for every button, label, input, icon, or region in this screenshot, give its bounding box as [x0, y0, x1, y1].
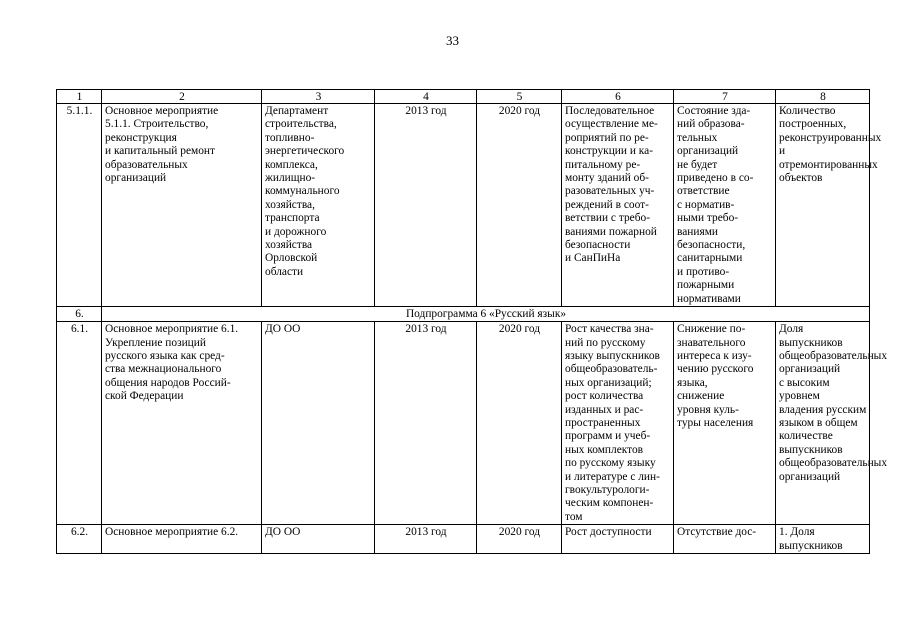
end-year-cell: 2020 год [477, 322, 562, 525]
end-year-cell: 2020 год [477, 525, 562, 554]
column-number: 7 [674, 90, 776, 104]
expected-result-cell: Последовательное осуществление ме- роприятий по ре- конструкции и ка- питальному ре- монту зданий об- разовательных уч- реждений в соот- ветствии с требо- ваниями пожарной безопасности и СанПиНа [562, 104, 674, 307]
executor-cell: ДО ОО [262, 322, 375, 525]
column-number: 2 [102, 90, 262, 104]
event-cell: Основное мероприятие 5.1.1. Строительство, реконструкция и капитальный ремонт образовательных организаций [102, 104, 262, 307]
consequences-cell: Отсутствие дос- [674, 525, 776, 554]
end-year-cell: 2020 год [477, 104, 562, 307]
subprogram-title: Подпрограмма 6 «Русский язык» [102, 307, 870, 322]
column-number: 5 [477, 90, 562, 104]
indicator-cell: 1. Доля выпускников [776, 525, 870, 554]
event-cell: Основное мероприятие 6.1. Укрепление позиций русского языка как сред- ства межнационального общения народов Россий- ской Федерации [102, 322, 262, 525]
column-number: 3 [262, 90, 375, 104]
table-row [57, 525, 870, 554]
start-year-cell: 2013 год [375, 104, 477, 307]
column-number: 1 [57, 90, 102, 104]
start-year-cell: 2013 год [375, 322, 477, 525]
column-number: 4 [375, 90, 477, 104]
start-year-cell: 2013 год [375, 525, 477, 554]
column-number-row [57, 90, 870, 104]
subprogram-row [57, 307, 870, 322]
column-number: 6 [562, 90, 674, 104]
executor-cell: ДО ОО [262, 525, 375, 554]
consequences-cell: Снижение по- знавательного интереса к изу- чению русского языка, снижение уровня куль- туры населения [674, 322, 776, 525]
expected-result-cell: Рост качества зна- ний по русскому языку выпускников общеобразователь- ных организаций; рост количества изданных и рас- пространенных программ и учеб- ных комплектов по русскому языку и литературе с лин- гвокультурологи- ческим компонен- том [562, 322, 674, 525]
column-number: 8 [776, 90, 870, 104]
page-number: 33 [446, 33, 459, 48]
expected-result-cell: Рост доступности [562, 525, 674, 554]
table-row [57, 322, 870, 525]
indicator-cell: Количество построенных, реконструированных и отремонтированных объектов [776, 104, 870, 307]
program-table [56, 89, 888, 554]
executor-cell: Департамент строительства, топливно- энергетического комплекса, жилищно- коммунального хозяйства, транспорта и дорожного хозяйства Орловской области [262, 104, 375, 307]
event-cell: Основное мероприятие 6.2. [102, 525, 262, 554]
table-row [57, 104, 870, 307]
row-number: 5.1.1. [57, 104, 102, 307]
row-number: 6.2. [57, 525, 102, 554]
indicator-cell: Доля выпускников общеобразовательных организаций с высоким уровнем владения русским языком в общем количестве выпускников общеобразовательных организаций [776, 322, 870, 525]
row-number: 6. [57, 307, 102, 322]
consequences-cell: Состояние зда- ний образова- тельных организаций не будет приведено в со- ответствие с норматив- ными требо- ваниями безопасности, санитарными и противо- пожарными нормативами [674, 104, 776, 307]
row-number: 6.1. [57, 322, 102, 525]
